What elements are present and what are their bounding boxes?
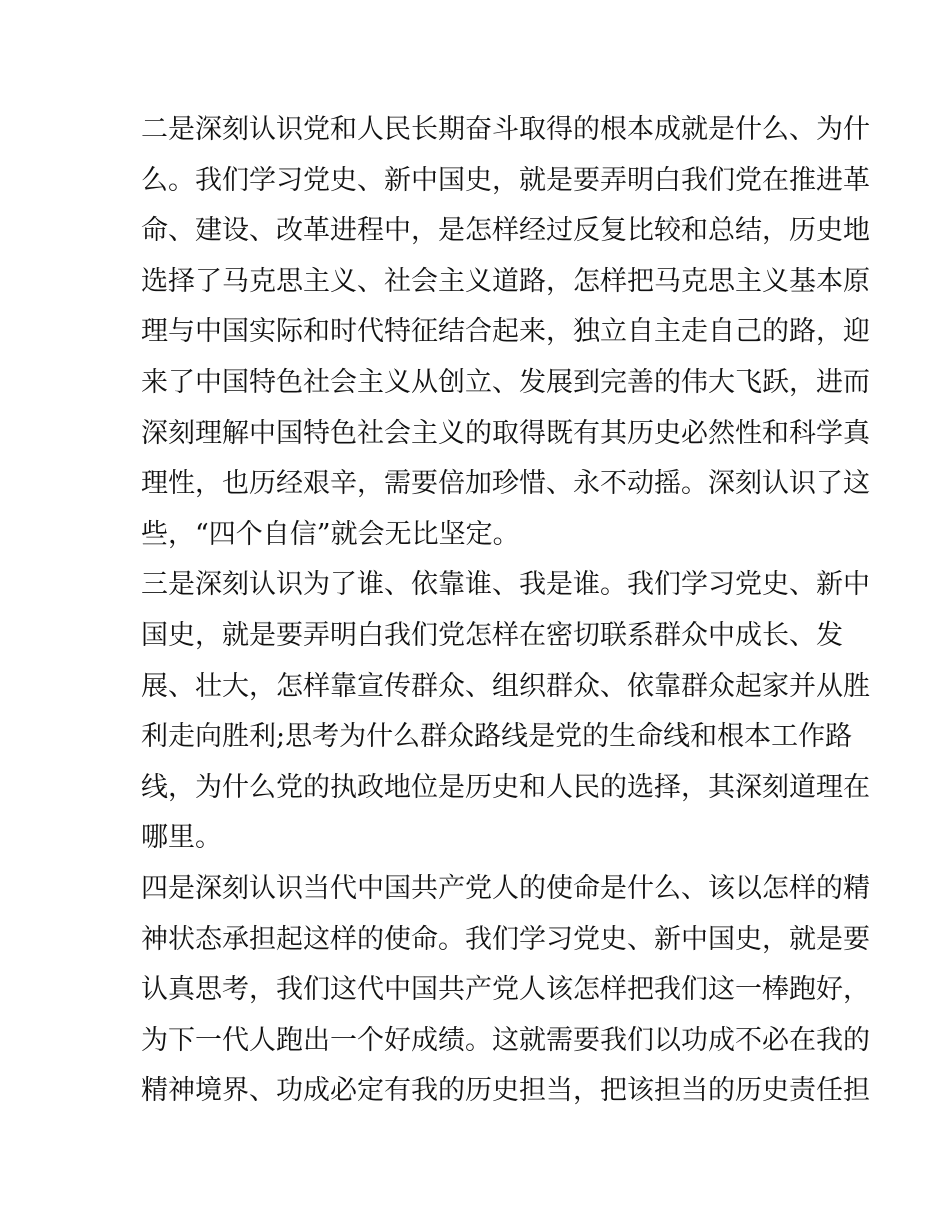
text-line: 深刻理解中国特色社会主义的取得既有其历史必然性和科学真 — [141, 417, 870, 449]
text-line: 神状态承担起这样的使命。我们学习党史、新中国史，就是要 — [141, 923, 870, 955]
text-line: 二是深刻认识党和人民长期奋斗取得的根本成就是什么、为什 — [141, 114, 870, 145]
text-line: 利走向胜利;思考为什么群众路线是党的生命线和根本工作路 — [141, 721, 853, 753]
body-text — [141, 105, 870, 1117]
text-line: 为下一代人跑出一个好成绩。这就需要我们以功成不必在我的 — [141, 1024, 870, 1056]
paragraph-end-line: 些，“四个自信”就会无比坚定。 — [141, 518, 520, 550]
text-line: 三是深刻认识为了谁、依靠谁、我是谁。我们学习党史、新中 — [141, 569, 870, 601]
text-line: 命、建设、改革进程中，是怎样经过反复比较和总结，历史地 — [141, 215, 870, 247]
paragraph-end-line: 哪里。 — [141, 822, 222, 854]
text-line: 理与中国实际和时代特征结合起来，独立自主走自己的路，迎 — [141, 316, 870, 348]
text-line: 精神境界、功成必定有我的历史担当，把该担当的历史责任担 — [141, 1075, 870, 1107]
text-line: 选择了马克思主义、社会主义道路，怎样把马克思主义基本原 — [141, 265, 870, 297]
text-line: 展、壮大，怎样靠宣传群众、组织群众、依靠群众起家并从胜 — [141, 670, 870, 702]
text-line: 线，为什么党的执政地位是历史和人民的选择，其深刻道理在 — [141, 771, 870, 803]
text-line: 国史，就是要弄明白我们党怎样在密切联系群众中成长、发 — [141, 619, 843, 651]
text-line: 理性，也历经艰辛，需要倍加珍惜、永不动摇。深刻认识了这 — [141, 468, 870, 500]
text-line: 认真思考，我们这代中国共产党人该怎样把我们这一棒跑好， — [141, 974, 870, 1006]
text-line: 来了中国特色社会主义从创立、发展到完善的伟大飞跃，进而 — [141, 366, 870, 398]
text-line: 么。我们学习党史、新中国史，就是要弄明白我们党在推进革 — [141, 164, 870, 196]
text-line: 四是深刻认识当代中国共产党人的使命是什么、该以怎样的精 — [141, 872, 870, 904]
